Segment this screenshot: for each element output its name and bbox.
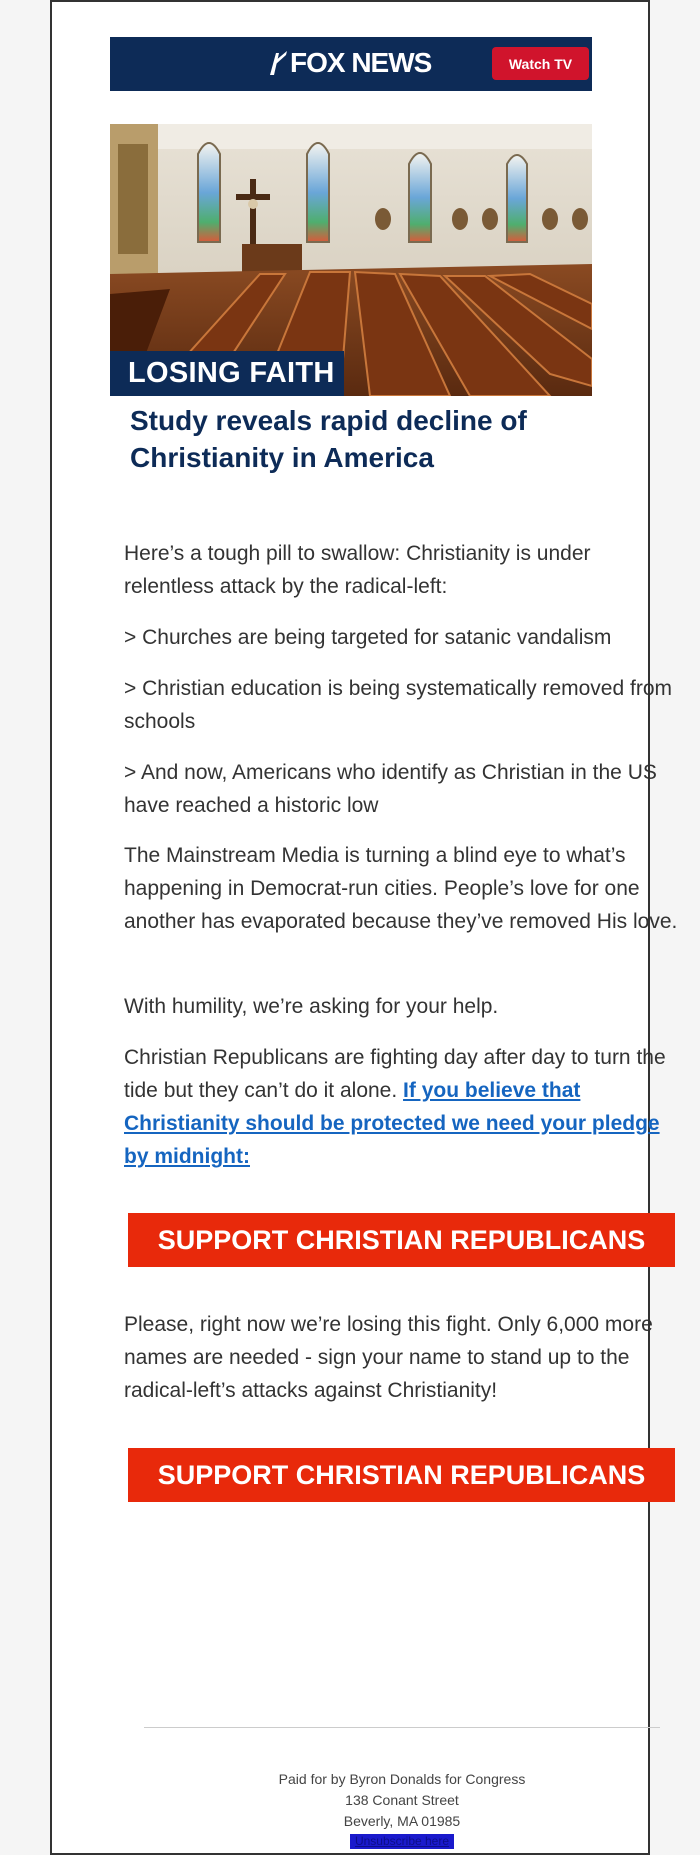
fox-news-banner[interactable] xyxy=(110,37,592,91)
logo-text: FOX NEWS xyxy=(290,47,432,78)
support-button-2[interactable]: SUPPORT CHRISTIAN REPUBLICANS xyxy=(128,1448,675,1502)
losing-faith-label: LOSING FAITH xyxy=(110,351,344,396)
footer-street: 138 Conant Street xyxy=(345,1792,459,1808)
paragraph-7 xyxy=(124,1041,684,1173)
paragraph-8: Please, right now we’re losing this fight. Only 6,000 more names are needed - sign your name to stand up to the radical-left’s attacks against Christianity! xyxy=(124,1313,653,1402)
watch-tv-button[interactable]: Watch TV xyxy=(492,47,589,80)
hero-image[interactable] xyxy=(110,124,592,396)
fox-news-logo xyxy=(266,44,431,82)
unsubscribe-link[interactable]: Unsubscribe here xyxy=(350,1834,454,1849)
support-button-1[interactable]: SUPPORT CHRISTIAN REPUBLICANS xyxy=(128,1213,675,1267)
pledge-link[interactable]: If you believe that Christianity should be protected we need your pledge by midnight: xyxy=(124,1079,660,1168)
paragraph-1: Here’s a tough pill to swallow: Christianity is under relentless attack by the radical-left: xyxy=(124,542,591,598)
email-container xyxy=(50,0,678,1855)
footer-divider xyxy=(144,1727,660,1728)
paragraph-3: > Christian education is being systematically removed from schools xyxy=(124,677,672,733)
paragraph-6: With humility, we’re asking for your help. xyxy=(124,995,499,1018)
paragraph-7-text: Christian Republicans are fighting day after day to turn the tide but they can’t do it alone. xyxy=(124,1046,666,1102)
fox-logo-mark-icon xyxy=(266,49,288,77)
footer-paid-for: Paid for by Byron Donalds for Congress xyxy=(278,1771,526,1787)
paragraph-2: > Churches are being targeted for satanic vandalism xyxy=(124,626,612,649)
headline-line-2: Christianity in America xyxy=(130,442,434,473)
headline-line-1: Study reveals rapid decline of xyxy=(130,405,527,436)
paragraph-5: The Mainstream Media is turning a blind eye to what’s happening in Democrat-run cities. People’s love for one another has evaporated because they’ve removed His love. xyxy=(124,844,678,933)
article-headline[interactable] xyxy=(130,402,590,476)
footer-city: Beverly, MA 01985 xyxy=(343,1813,461,1829)
paragraph-4: > And now, Americans who identify as Christian in the US have reached a historic low xyxy=(124,761,657,817)
